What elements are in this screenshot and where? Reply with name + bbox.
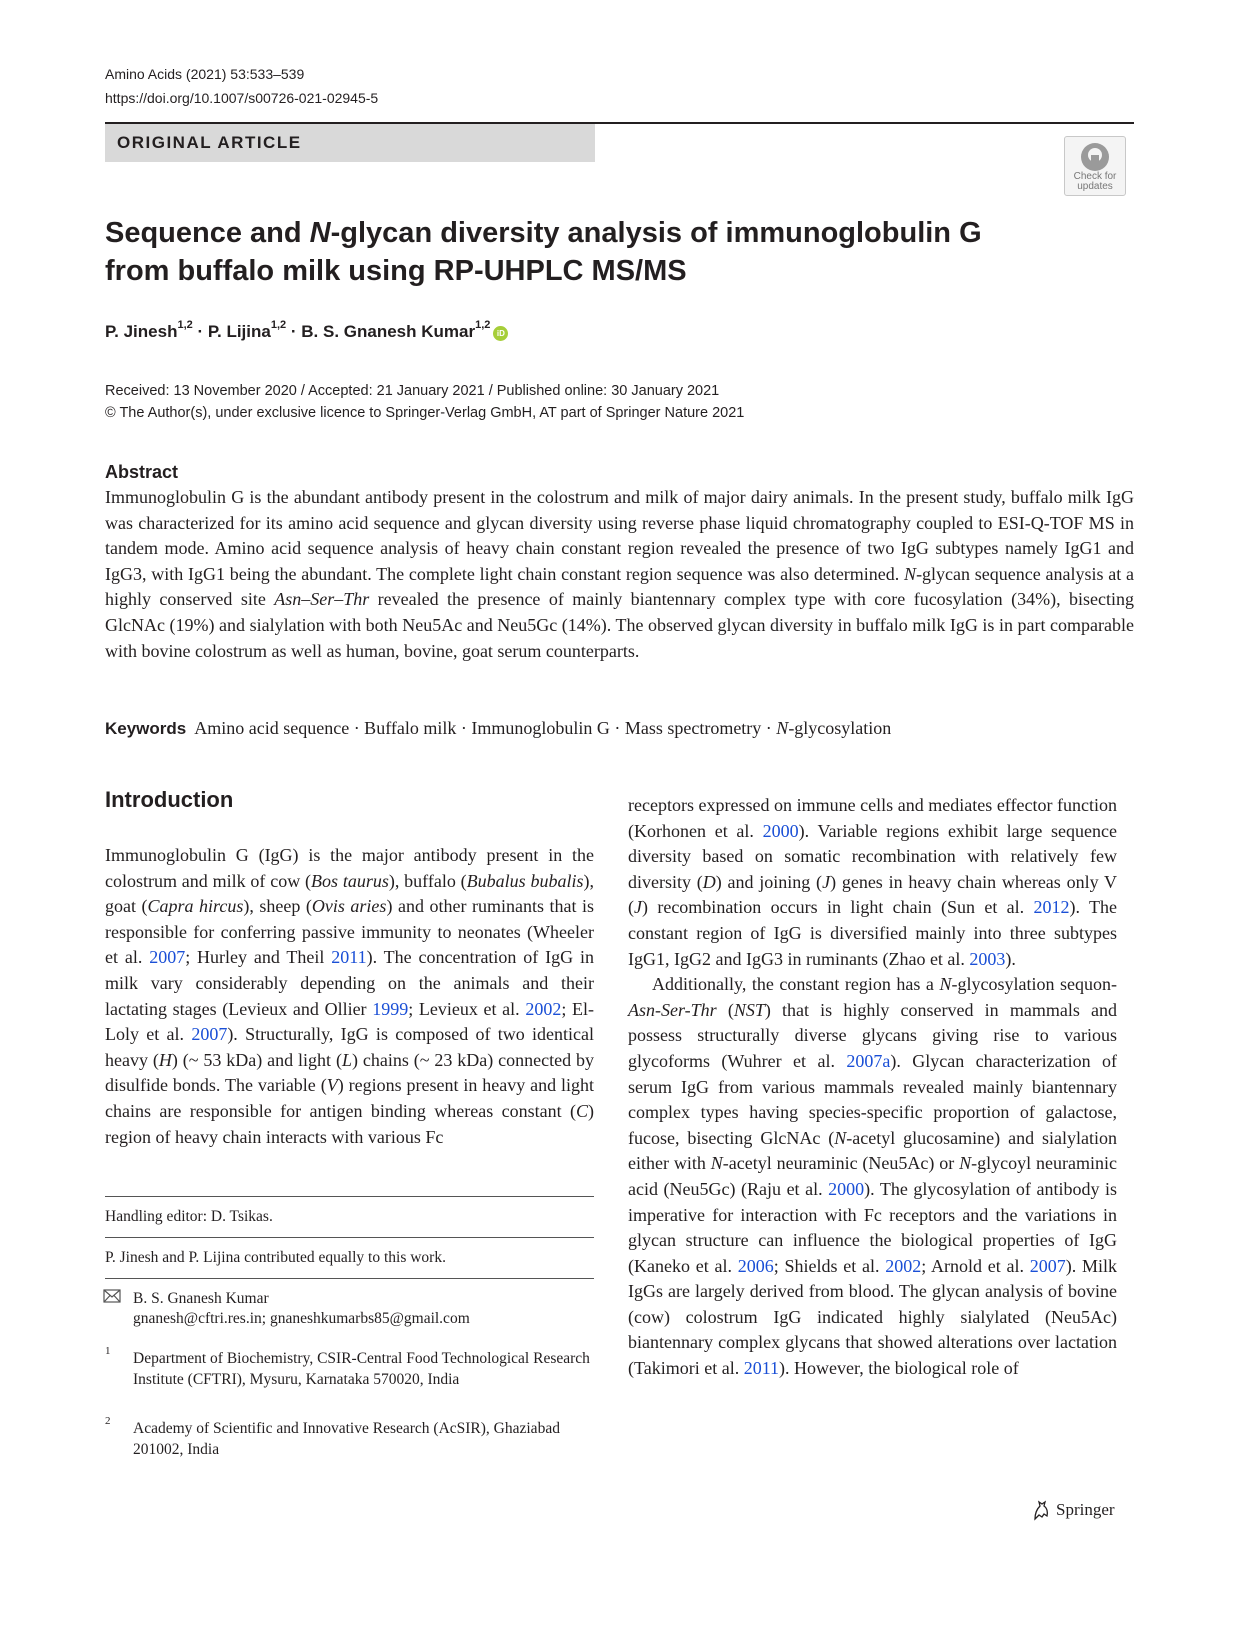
author-list [105, 319, 508, 342]
paragraph: Immunoglobulin G (IgG) is the major antibody present in the colostrum and milk of cow (Bos taurus), buffalo (Bubalus bubalis), goat (Capra hircus), sheep (Ovis aries) and other ruminants that is responsible for conferring passive immunity to neonates (Wheeler et al. 2007; Hurley and Theil 2011). The concentration of IgG in milk vary considerably depending on the animals and their lactating stages (Levieux and Ollier 1999; Levieux et al. 2002; El-Loly et al. 2007). Structurally, IgG is composed of two identical heavy (H) (~ 53 kDa) and light (L) chains (~ 23 kDa) connected by disulfide bonds. The variable (V) regions present in heavy and light chains are responsible for antigen binding whereas constant (C) region of heavy chain interacts with various Fc [105, 845, 595, 1147]
doi-link[interactable]: https://doi.org/10.1007/s00726-021-02945-5 [105, 90, 379, 106]
intro-right-column [628, 793, 1117, 1382]
title-italic: N [309, 217, 331, 249]
paragraph: receptors expressed on immune cells and mediates effector function (Korhonen et al. 2000). Variable regions exhibit large sequence diversity based on somatic recombination with relatively few diversity (D) and joining (J) genes in heavy chain whereas only V (J) recombination occurs in light chain (Sun et al. 2012). The constant region of IgG is diversified mainly into three subtypes IgG1, IgG2 and IgG3 in ruminants (Zhao et al. 2003). [628, 795, 1118, 969]
intro-left-column [105, 843, 594, 1150]
footnote-rule [105, 1278, 594, 1279]
copyright-notice: © The Author(s), under exclusive licence to Springer-Verlag GmbH, AT part of Springer Nature 2021 [105, 405, 745, 421]
footnote-rule [105, 1196, 594, 1197]
abstract-italic: N [904, 563, 917, 584]
citation-link[interactable]: 2006 [737, 1255, 774, 1276]
affiliation-1: Department of Biochemistry, CSIR-Central Food Technological Research Institute (CFTRI), Mysuru, Karnataka 570020, India [133, 1350, 590, 1388]
citation-link[interactable]: 2007 [191, 1024, 228, 1045]
keywords-text: Amino acid sequence · Buffalo milk · Immunoglobulin G · Mass spectrometry · [194, 718, 777, 738]
keywords-line [105, 718, 1134, 739]
keywords-italic: N [776, 718, 789, 738]
citation-link[interactable]: 2000 [828, 1178, 865, 1199]
corresponding-author-name: B. S. Gnanesh Kumar [133, 1290, 269, 1307]
paragraph: Additionally, the constant region has a N-glycosylation sequon- Asn-Ser-Thr (NST) that is highly conserved in mammals and possess structurally diverse glycans giving rise to various glycoforms (Wuhrer et al. 2007a). Glycan characterization of serum IgG from various mammals revealed mainly biantennary complex types having species-specific proportion of galactose, fucose, bisecting GlcNAc (N-acetyl glucosamine) and sialylation either with N-acetyl neuraminic (Neu5Ac) or N-glycoyl neuraminic acid (Neu5Gc) (Raju et al. 2000). The glycosylation of antibody is imperative for interaction with Fc receptors and the variations in glycan structure can influence the biological properties of IgG (Kaneko et al. 2006; Shields et al. 2002; Arnold et al. 2007). Milk IgGs are largely derived from blood. The glycan analysis of bovine (cow) colostrum IgG indicated highly sialylated (Neu5Ac) biantennary complex glycans that showed alterations over lactation (Takimori et al. 2011). However, the biological role of [628, 974, 1117, 1379]
author-name[interactable]: P. Lijina [207, 322, 271, 341]
orcid-icon[interactable]: iD [493, 326, 508, 341]
section-heading-introduction: Introduction [105, 787, 234, 812]
abstract-text: revealed the presence of mainly biantennary complex type with core fucosylation (34%), bisecting GlcNAc (19%) and sialylation with both Neu5Ac and Neu5Gc (14%). The observed glycan diversity in buffalo milk IgG is in part comparable with bovine colostrum as well as human, bovine, goat serum counterparts. [105, 589, 1134, 661]
affiliation-number: 2 [105, 1415, 111, 1427]
article-title [105, 214, 1005, 290]
abstract-text: -glycan sequence analysis at a highly conserved site [105, 563, 1134, 610]
citation-link[interactable]: 2002 [525, 998, 562, 1019]
publisher-name: Springer [1056, 1500, 1115, 1519]
citation-link[interactable]: 2000 [762, 820, 799, 841]
author-name[interactable]: B. S. Gnanesh Kumar [301, 322, 476, 341]
footnote-rule [105, 1237, 594, 1238]
journal-citation: Amino Acids (2021) 53:533–539 [105, 66, 305, 82]
envelope-icon [103, 1289, 121, 1308]
publisher-logo [1030, 1499, 1115, 1521]
citation-link[interactable]: 2011 [331, 947, 367, 968]
springer-horse-icon [1030, 1499, 1052, 1521]
title-line2: from buffalo milk using RP-UHPLC MS/MS [105, 255, 687, 287]
citation-link[interactable]: 2007a [846, 1050, 891, 1071]
abstract-italic: Asn–Ser–Thr [274, 589, 370, 610]
citation-link[interactable]: 2002 [885, 1255, 922, 1276]
author-affiliation: 1,2 [177, 319, 193, 331]
crossmark-badge[interactable] [1064, 136, 1126, 196]
author-affiliation: 1,2 [475, 319, 491, 331]
keywords-label: Keywords [105, 719, 187, 738]
affiliation-number: 1 [105, 1345, 111, 1357]
corresponding-author-email[interactable]: gnanesh@cftri.res.in; gnaneshkumarbs85@gmail.com [133, 1310, 470, 1327]
equal-contribution-note: P. Jinesh and P. Lijina contributed equally to this work. [105, 1249, 446, 1266]
title-line1: -glycan diversity analysis of immunoglobulin G [330, 217, 982, 249]
citation-link[interactable]: 2007 [1029, 1255, 1066, 1276]
citation-link[interactable]: 1999 [372, 998, 409, 1019]
title-pre: Sequence and [105, 217, 310, 249]
crossmark-text: Check for updates [1073, 171, 1117, 192]
abstract-text: Immunoglobulin G is the abundant antibody present in the colostrum and milk of major dairy animals. In the present study, buffalo milk IgG was characterized for its amino acid sequence and glycan diversity using reverse phase liquid chromatography coupled to ESI-Q-TOF MS in tandem mode. Amino acid sequence analysis of heavy chain constant region revealed the presence of two IgG subtypes namely IgG1 and IgG3, with IgG1 being the abundant. The complete light chain constant region sequence was also determined. [105, 487, 1134, 584]
publication-dates: Received: 13 November 2020 / Accepted: 21 January 2021 / Published online: 30 January 2021 [105, 383, 720, 399]
abstract-body [105, 485, 1134, 664]
citation-link[interactable]: 2007 [149, 947, 186, 968]
affiliation-2: Academy of Scientific and Innovative Research (AcSIR), Ghaziabad 201002, India [133, 1420, 560, 1458]
author-name[interactable]: P. Jinesh [105, 322, 178, 341]
citation-link[interactable]: 2012 [1033, 897, 1070, 918]
author-separator: · [192, 322, 208, 341]
author-affiliation: 1,2 [270, 319, 287, 331]
citation-link[interactable]: 2003 [969, 948, 1006, 969]
citation-link[interactable]: 2011 [743, 1358, 780, 1379]
keywords-text: -glycosylation [788, 718, 892, 738]
abstract-heading: Abstract [105, 462, 179, 482]
handling-editor-note: Handling editor: D. Tsikas. [105, 1208, 273, 1225]
author-separator: · [286, 322, 302, 341]
article-type-label: ORIGINAL ARTICLE [105, 124, 595, 162]
crossmark-icon [1080, 142, 1110, 172]
